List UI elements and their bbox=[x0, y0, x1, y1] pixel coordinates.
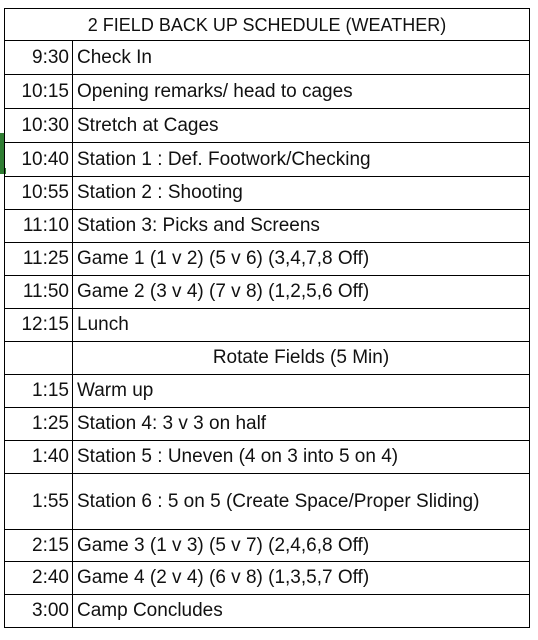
table-row bbox=[5, 75, 530, 109]
time-cell[interactable]: 10:40 bbox=[5, 143, 73, 177]
activity-cell[interactable]: Check In bbox=[73, 41, 530, 75]
table-row bbox=[5, 530, 530, 562]
activity-cell[interactable]: Camp Concludes bbox=[73, 595, 530, 628]
table-row bbox=[5, 309, 530, 342]
time-cell[interactable]: 10:15 bbox=[5, 75, 73, 109]
activity-cell[interactable]: Stretch at Cages bbox=[73, 109, 530, 143]
time-cell[interactable]: 9:30 bbox=[5, 41, 73, 75]
activity-cell[interactable]: Station 6 : 5 on 5 (Create Space/Proper Sliding) bbox=[73, 474, 530, 530]
time-cell[interactable]: 1:25 bbox=[5, 408, 73, 441]
table-row bbox=[5, 375, 530, 408]
time-cell[interactable]: 11:50 bbox=[5, 276, 73, 309]
activity-cell[interactable]: Game 2 (3 v 4) (7 v 8) (1,2,5,6 Off) bbox=[73, 276, 530, 309]
table-row bbox=[5, 595, 530, 628]
time-cell[interactable]: 1:15 bbox=[5, 375, 73, 408]
table-row bbox=[5, 177, 530, 210]
time-cell[interactable]: 2:15 bbox=[5, 530, 73, 562]
time-cell[interactable]: 1:55 bbox=[5, 474, 73, 530]
activity-cell[interactable]: Station 3: Picks and Screens bbox=[73, 210, 530, 243]
time-cell[interactable] bbox=[5, 342, 73, 375]
time-cell[interactable]: 2:40 bbox=[5, 562, 73, 595]
time-cell[interactable]: 10:55 bbox=[5, 177, 73, 210]
activity-cell[interactable]: Station 4: 3 v 3 on half bbox=[73, 408, 530, 441]
time-cell[interactable]: 3:00 bbox=[5, 595, 73, 628]
schedule-sheet bbox=[4, 8, 529, 628]
time-cell[interactable]: 12:15 bbox=[5, 309, 73, 342]
time-cell[interactable]: 1:40 bbox=[5, 441, 73, 474]
time-cell[interactable]: 10:30 bbox=[5, 109, 73, 143]
activity-cell[interactable]: Lunch bbox=[73, 309, 530, 342]
table-row bbox=[5, 562, 530, 595]
table-row bbox=[5, 41, 530, 75]
time-cell[interactable]: 11:10 bbox=[5, 210, 73, 243]
activity-cell[interactable]: Station 1 : Def. Footwork/Checking bbox=[73, 143, 530, 177]
activity-cell[interactable]: Warm up bbox=[73, 375, 530, 408]
table-row bbox=[5, 276, 530, 309]
table-row bbox=[5, 342, 530, 375]
activity-cell[interactable]: Rotate Fields (5 Min) bbox=[73, 342, 530, 375]
title-row bbox=[5, 9, 530, 41]
activity-cell[interactable]: Game 1 (1 v 2) (5 v 6) (3,4,7,8 Off) bbox=[73, 243, 530, 276]
activity-cell[interactable]: Game 3 (1 v 3) (5 v 7) (2,4,6,8 Off) bbox=[73, 530, 530, 562]
activity-cell[interactable]: Opening remarks/ head to cages bbox=[73, 75, 530, 109]
table-row bbox=[5, 408, 530, 441]
table-row bbox=[5, 210, 530, 243]
table-row bbox=[5, 441, 530, 474]
table-row bbox=[5, 143, 530, 177]
table-row bbox=[5, 109, 530, 143]
schedule-title[interactable]: 2 FIELD BACK UP SCHEDULE (WEATHER) bbox=[5, 9, 530, 41]
table-row bbox=[5, 243, 530, 276]
time-cell[interactable]: 11:25 bbox=[5, 243, 73, 276]
activity-cell[interactable]: Station 5 : Uneven (4 on 3 into 5 on 4) bbox=[73, 441, 530, 474]
table-row bbox=[5, 474, 530, 530]
schedule-table bbox=[4, 8, 530, 628]
activity-cell[interactable]: Station 2 : Shooting bbox=[73, 177, 530, 210]
activity-cell[interactable]: Game 4 (2 v 4) (6 v 8) (1,3,5,7 Off) bbox=[73, 562, 530, 595]
